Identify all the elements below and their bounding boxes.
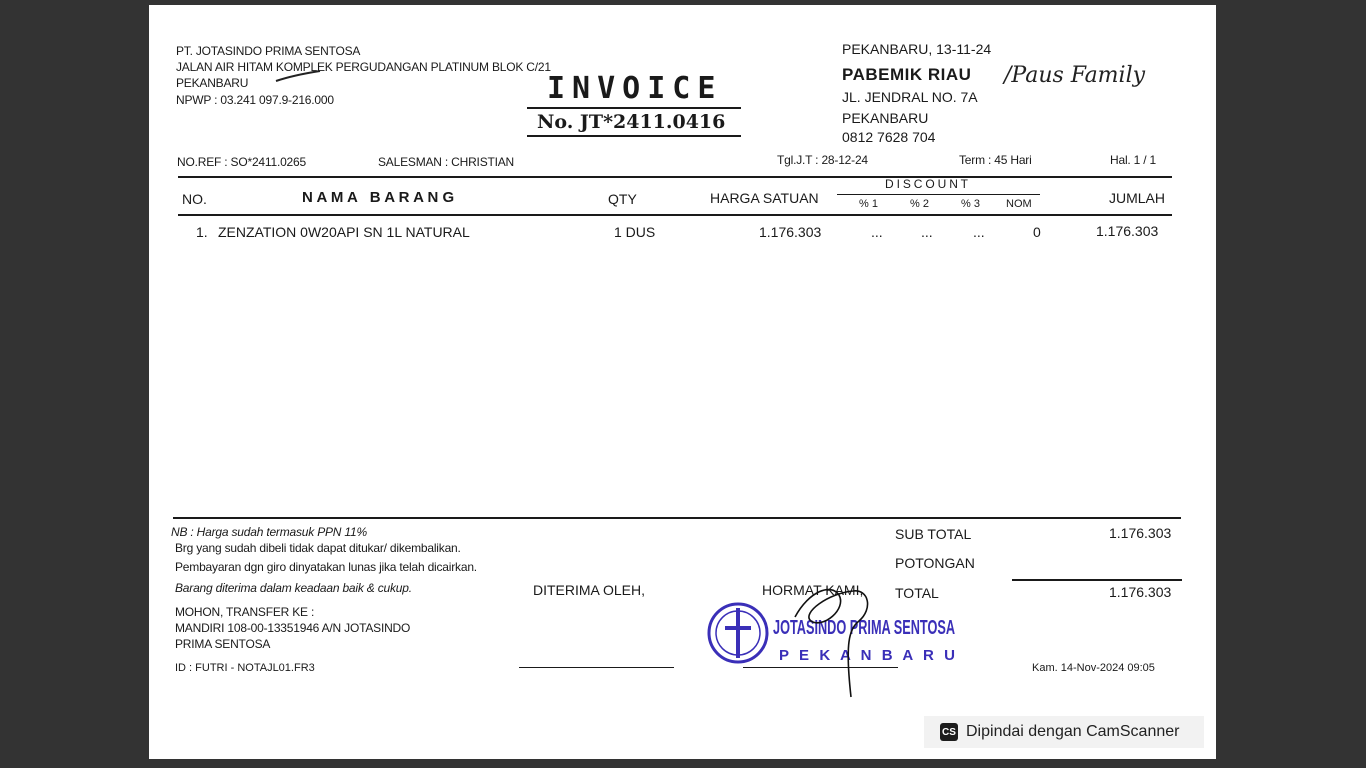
customer-name: PABEMIK RIAU — [842, 65, 972, 84]
subtotal-value: 1.176.303 — [1109, 525, 1172, 541]
col-name: N A M A B A R A N G — [302, 189, 455, 206]
camscanner-text: Dipindai dengan CamScanner — [966, 723, 1180, 740]
company-npwp: NPWP : 03.241 097.9-216.000 — [176, 93, 334, 107]
ref-number: NO.REF : SO*2411.0265 — [177, 155, 306, 169]
camscanner-icon: CS — [940, 723, 958, 741]
row-name: ZENZATION 0W20API SN 1L NATURAL — [218, 224, 470, 240]
note-ppn: NB : Harga sudah termasuk PPN 11% — [171, 525, 367, 539]
received-signature-line — [519, 667, 674, 668]
col-nom: NOM — [1006, 198, 1032, 210]
col-qty: QTY — [608, 191, 637, 207]
print-timestamp: Kam. 14-Nov-2024 09:05 — [1032, 662, 1155, 674]
number-underline — [527, 135, 741, 137]
row-d3: ... — [973, 224, 985, 240]
row-price: 1.176.303 — [759, 224, 822, 240]
row-qty: 1 DUS — [614, 224, 656, 240]
company-name: PT. JOTASINDO PRIMA SENTOSA — [176, 44, 361, 58]
note-goods-received: Barang diterima dalam keadaan baik & cukup. — [175, 581, 412, 595]
transfer-name: PRIMA SENTOSA — [175, 637, 271, 651]
footer-rule — [173, 517, 1181, 519]
term: Term : 45 Hari — [959, 153, 1032, 167]
stamp-city: P E K A N B A R U — [779, 647, 955, 664]
total-value: 1.176.303 — [1109, 584, 1172, 600]
place-date: PEKANBARU, 13-11-24 — [842, 41, 992, 57]
col-discount: D I S C O U N T — [885, 177, 968, 191]
customer-phone: 0812 7628 704 — [842, 129, 936, 145]
row-d1: ... — [871, 224, 883, 240]
row-total: 1.176.303 — [1096, 223, 1159, 239]
note-no-return: Brg yang sudah dibeli tidak dapat ditukar/ dikembalikan. — [175, 541, 461, 555]
col-total: JUMLAH — [1109, 190, 1166, 206]
company-city: PEKANBARU — [176, 76, 249, 90]
due-date: Tgl.J.T : 28-12-24 — [777, 153, 868, 167]
invoice-number: No. JT*2411.0416 — [537, 111, 726, 133]
table-top-rule — [178, 176, 1172, 178]
total-rule — [1012, 579, 1182, 581]
received-by-label: DITERIMA OLEH, — [533, 582, 646, 598]
company-address: JALAN AIR HITAM KOMPLEK PERGUDANGAN PLATINUM BLOK C/21 — [176, 60, 551, 74]
transfer-heading: MOHON, TRANSFER KE : — [175, 605, 315, 619]
total-label: TOTAL — [895, 585, 939, 601]
row-no: 1. — [196, 224, 208, 240]
invoice-paper — [149, 5, 1216, 759]
stamp-company-name: JOTASINDO PRIMA SENTOSA — [773, 617, 955, 639]
col-d1: % 1 — [859, 198, 878, 210]
col-no: NO. — [182, 191, 207, 207]
discount-rule — [837, 194, 1040, 195]
regards-label: HORMAT KAMI, — [762, 582, 864, 598]
row-d2: ... — [921, 224, 933, 240]
col-d3: % 3 — [961, 198, 980, 210]
col-d2: % 2 — [910, 198, 929, 210]
handwritten-note: /Paus Family — [1004, 63, 1146, 88]
pen-stroke-mark — [274, 69, 324, 83]
table-header-rule — [178, 214, 1172, 216]
note-giro: Pembayaran dgn giro dinyatakan lunas jika telah dicairkan. — [175, 560, 477, 574]
customer-city: PEKANBARU — [842, 110, 929, 126]
col-price: HARGA SATUAN — [710, 190, 819, 206]
invoice-title: INVOICE — [547, 71, 723, 106]
row-nom: 0 — [1033, 224, 1041, 240]
doc-id: ID : FUTRI - NOTAJL01.FR3 — [175, 662, 315, 674]
discount-label: POTONGAN — [895, 555, 975, 571]
customer-address: JL. JENDRAL NO. 7A — [842, 89, 978, 105]
salesman: SALESMAN : CHRISTIAN — [378, 155, 515, 169]
title-underline — [527, 107, 741, 109]
subtotal-label: SUB TOTAL — [895, 526, 972, 542]
camscanner-watermark — [924, 716, 1204, 748]
signature-scribble — [789, 573, 879, 698]
page-number: Hal. 1 / 1 — [1110, 153, 1157, 167]
transfer-account: MANDIRI 108-00-13351946 A/N JOTASINDO — [175, 621, 411, 635]
